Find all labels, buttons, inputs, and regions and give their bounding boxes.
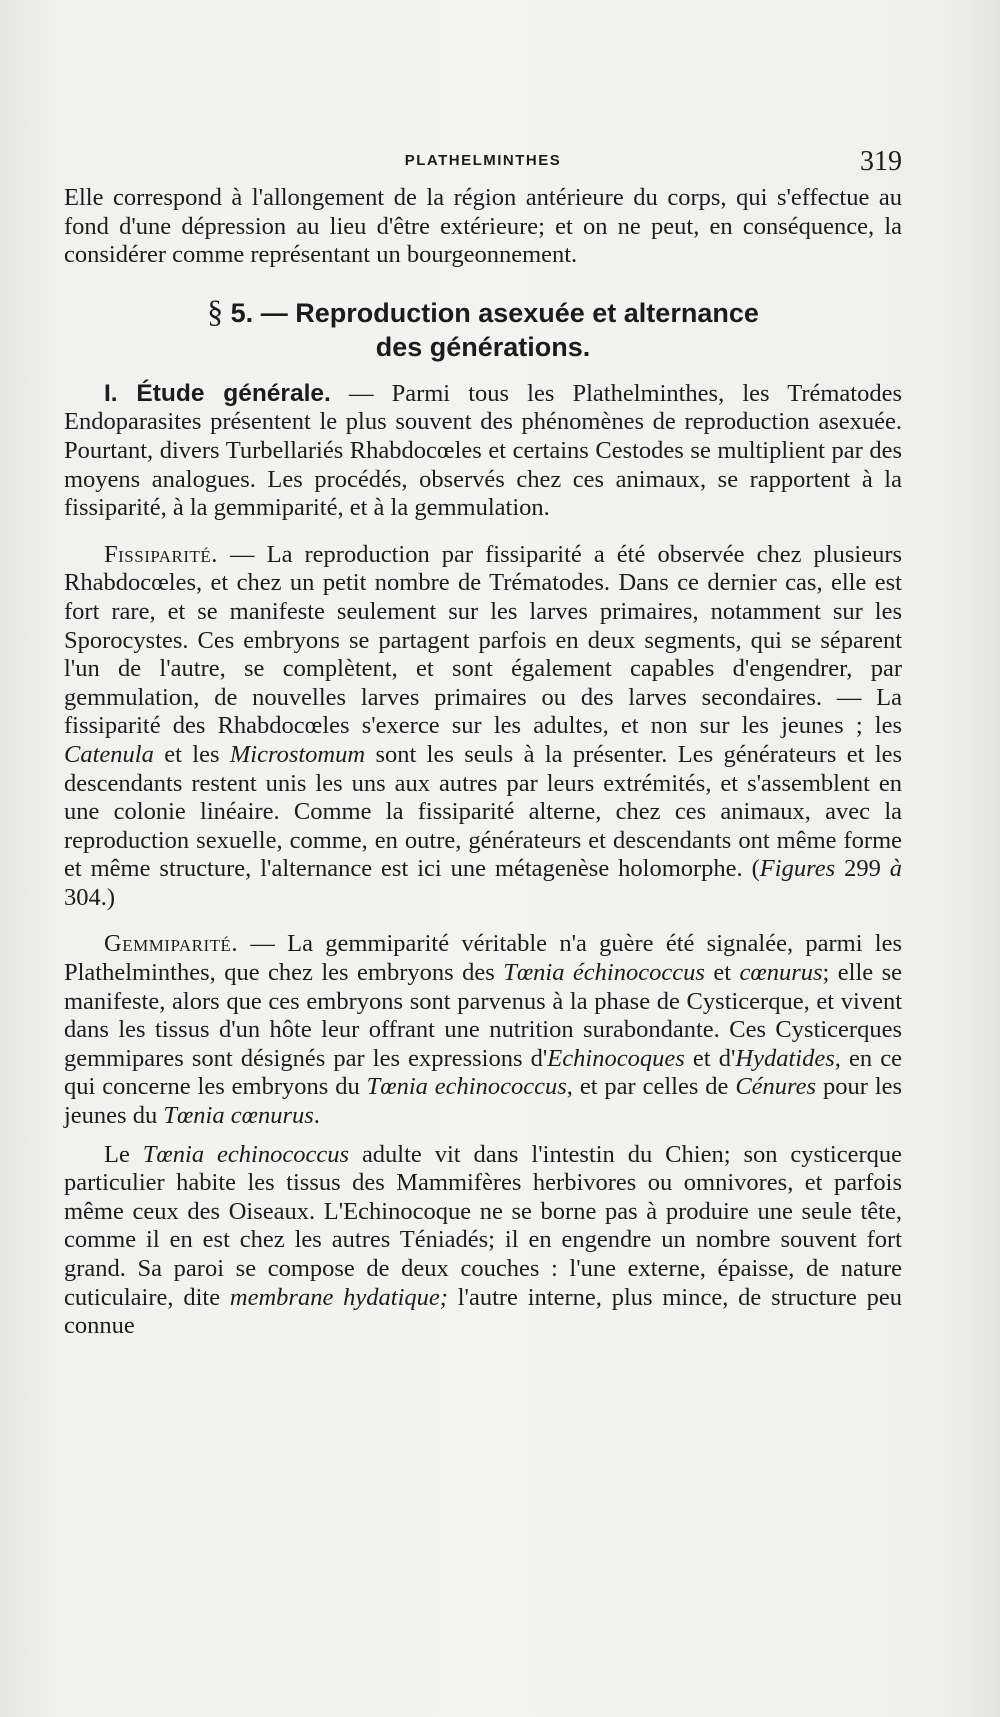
echinococcus-text-1: Le — [104, 1140, 130, 1168]
intro-text: Elle correspond à l'allongement de la région antérieure du corps, qui s'effectue au fond d'une dépression au lieu d'être extérieure; et on ne peut, en conséquence, la considérer comme représentant un bourgeonnement. — [64, 184, 902, 269]
figure-end: 304.) — [64, 883, 116, 911]
etude-paragraph — [64, 380, 902, 523]
section-title-text-1: Reproduction asexuée et alternance — [295, 297, 759, 328]
cenures-term: Cénures — [735, 1073, 817, 1101]
gemmiparite-text-2: et — [713, 959, 732, 987]
etude-text: — Parmi tous les Plathelminthes, les Trématodes Endoparasites présentent le plus souvent des phénomènes de reproduction asexuée. Pourtant, divers Turbellariés Rhabdocœles et certains Cestodes se multiplient par des moyens analogues. Les procédés, observés chez ces animaux, se rapportent à la fissiparité, à la gemmiparité, et à la gemmulation. — [64, 379, 902, 522]
gemmiparite-text-6: , et par celles de — [566, 1073, 729, 1101]
catenula-term: Catenula — [64, 740, 154, 768]
figure-number: 299 — [844, 855, 881, 883]
section-title-line-1 — [64, 294, 902, 330]
echinococcus-text-2: adulte vit dans l'intestin du Chien; son cysticerque particulier habite les tissus des Mammifères herbivores ou omnivores, et parfois même ceux des Oiseaux. L'Echinocoque ne se borne pas à produire une seule tête, comme il en est chez les autres Téniadés; il en engendre un nombre souvent fort grand. Sa paroi se compose de deux couches : l'une externe, épaisse, de nature cuticulaire, dite — [64, 1140, 902, 1311]
echinococcus-taenia-term: Tœnia echinococcus — [142, 1140, 349, 1168]
running-head: PLATHELMINTHES — [404, 152, 562, 169]
echinocoques-term: Echinocoques — [547, 1044, 685, 1072]
fissiparite-text-2: et les — [164, 740, 220, 768]
intro-paragraph — [64, 184, 902, 270]
membrane-term: membrane hydatique; — [229, 1283, 448, 1311]
gemmiparite-text-4: et d' — [692, 1044, 736, 1072]
fissiparite-heading: Fissiparité. — [104, 540, 218, 568]
echinococcus-paragraph — [64, 1141, 902, 1341]
figures-ref: Figures — [759, 855, 836, 883]
section-title — [64, 294, 902, 364]
fissiparite-text-1: — La reproduction par fissiparité a été observée chez plusieurs Rhabdocœles, et chez un petit nombre de Trématodes. Dans ce dernier cas, elle est fort rare, et se manifeste seulement sur les larves primaires, notamment sur les Sporocystes. Ces embryons se partagent parfois en deux segments, qui se séparent l'un de l'autre, se complètent, et sont également capables d'engendrer, par gemmulation, de nouvelles larves primaires ou des larves secondaires. — La fissiparité des Rhabdocœles s'exerce sur les adultes, et non sur les jeunes ; les — [64, 540, 903, 740]
etude-heading: I. Étude générale. — [104, 379, 331, 407]
gemmiparite-paragraph — [64, 930, 902, 1130]
hydatides-term: Hydatides — [735, 1044, 835, 1072]
page-header — [64, 146, 902, 186]
microstomum-term: Microstomum — [229, 740, 366, 768]
echinococcus-text-3: l'autre interne, plus mince, de structure peu connue — [64, 1283, 903, 1340]
gemmiparite-heading: Gemmiparité. — [104, 930, 239, 958]
page-number: 319 — [860, 146, 902, 177]
gemmiparite-text-5: , en ce qui concerne les embryons du — [64, 1044, 903, 1101]
gemmiparite-text-3: ; elle se manifeste, alors que ces embryons sont parvenus à la phase de Cysticerque, et vivent dans les tissus d'un hôte leur offrant une nutrition surabondante. Ces Cysticerques gemmipares sont désignés par les expressions d' — [64, 959, 903, 1072]
fissiparite-paragraph — [64, 541, 902, 913]
gemmiparite-text-1: — La gemmiparité véritable n'a guère été signalée, parmi les Plathelminthes, que chez les embryons des — [64, 930, 903, 987]
body-text — [64, 184, 902, 1341]
section-title-line-2: des générations. — [375, 331, 591, 362]
fissiparite-text-3: sont les seuls à la présenter. Les générateurs et les descendants restent unis les uns aux autres par leurs extrémités, et s'assemblent en une colonie linéaire. Comme la fissiparité alterne, chez ces animaux, avec la reproduction sexuelle, comme, en outre, générateurs et descendants ont même forme et même structure, l'alternance est ici une métagenèse holomorphe. ( — [64, 740, 903, 883]
coenurus-term: cœnurus — [739, 959, 823, 987]
section-symbol: § — [207, 292, 224, 329]
gemmiparite-text-8: . — [313, 1102, 320, 1130]
section-number: 5. — [230, 297, 254, 328]
section-dash: — — [260, 297, 288, 328]
taenia-echinococcus-term-2: Tœnia echinococcus — [366, 1073, 567, 1101]
figure-a: à — [889, 855, 903, 883]
taenia-echinococcus-term: Tœnia échinococcus — [503, 959, 705, 987]
gemmiparite-text-7: pour les jeunes du — [64, 1073, 903, 1130]
taenia-coenurus-term: Tœnia cœnurus — [163, 1102, 314, 1130]
